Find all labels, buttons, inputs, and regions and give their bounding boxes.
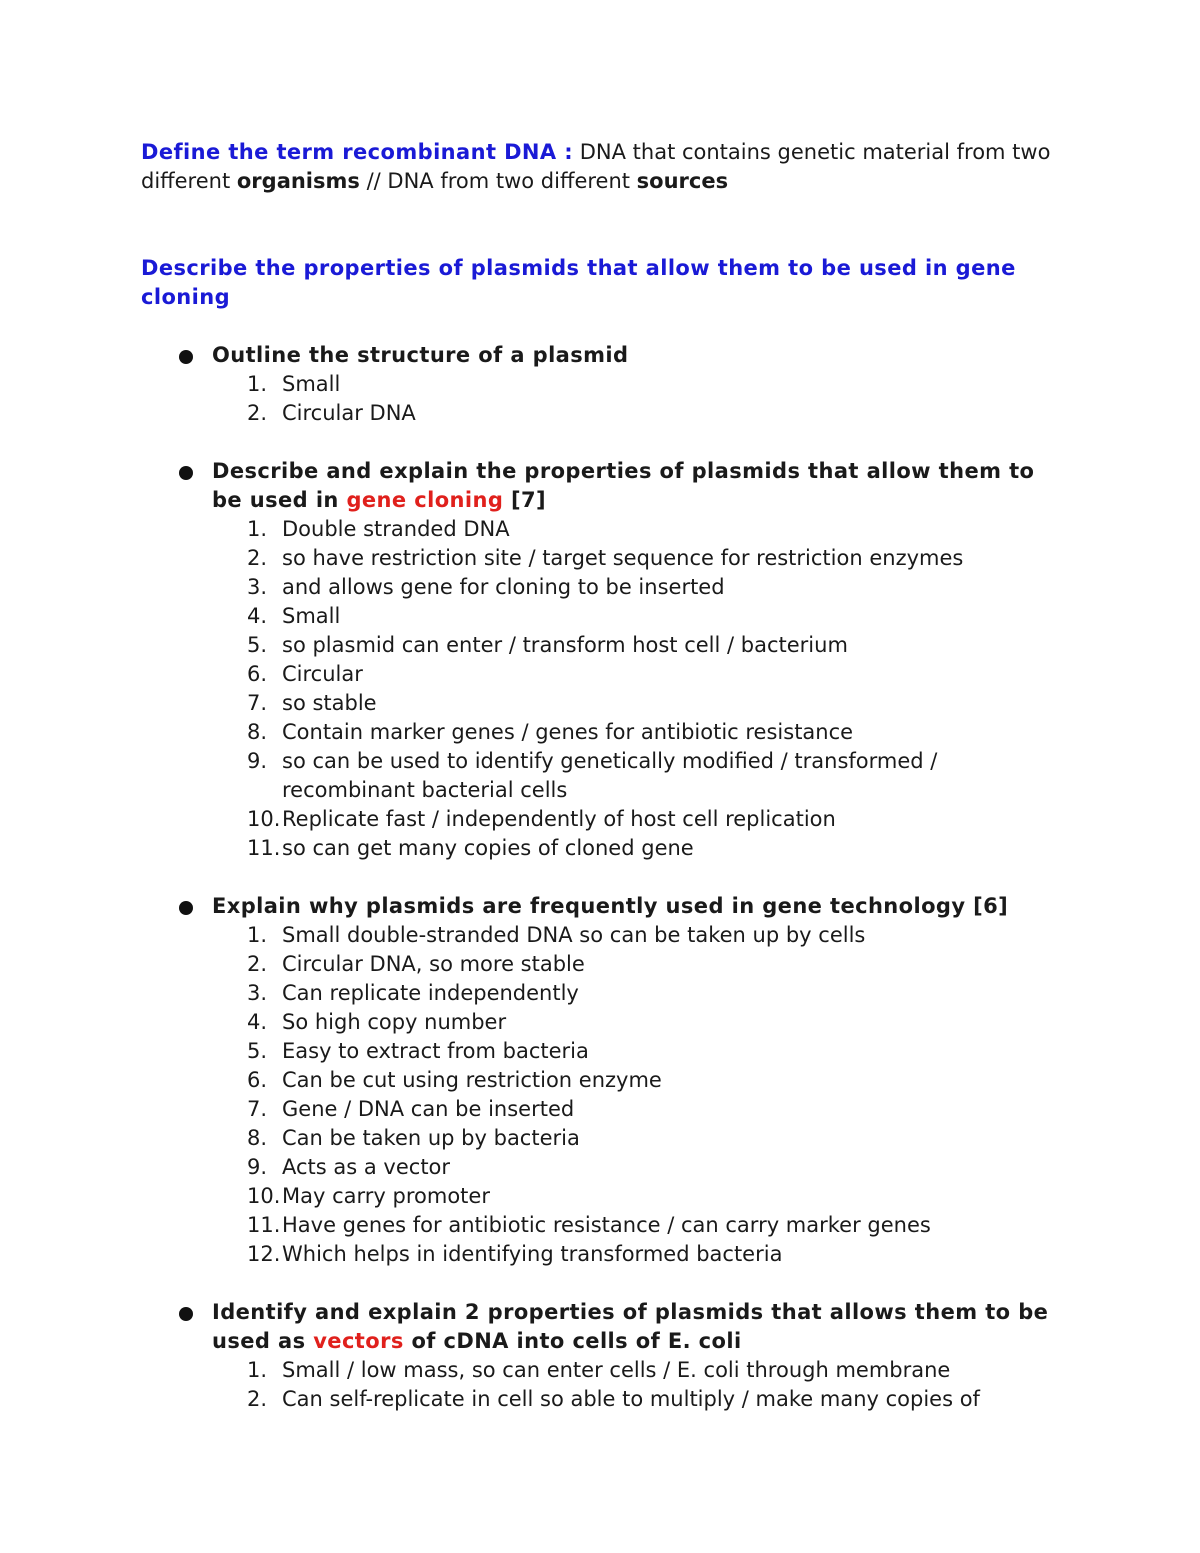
list-number: 10.: [247, 1184, 281, 1208]
list-item: [212, 718, 1061, 747]
definition-bold-organisms: organisms: [236, 169, 360, 193]
list-item-text: Can replicate independently: [282, 981, 579, 1005]
list-item-text: May carry promoter: [282, 1184, 490, 1208]
list-number: 8.: [247, 1126, 268, 1150]
list-item: [212, 979, 1061, 1008]
list-item: [212, 1153, 1061, 1182]
list-item: [212, 660, 1061, 689]
list-number: 4.: [247, 1010, 268, 1034]
list-item-text: Which helps in identifying transformed bacteria: [282, 1242, 783, 1266]
document-page: [141, 138, 1061, 1414]
list-item: [212, 544, 1061, 573]
list-item: [212, 1066, 1061, 1095]
list-number: 5.: [247, 1039, 268, 1063]
section-heading: Describe and explain the properties of plasmids that allow them to be used in gene cloning [7]: [212, 459, 1035, 512]
list-item: [212, 689, 1061, 718]
list-item-text: Gene / DNA can be inserted: [282, 1097, 575, 1121]
list-item: [212, 747, 1061, 805]
list-item: [212, 1037, 1061, 1066]
section-vectors: [141, 1298, 1061, 1414]
definition-label: Define the term recombinant DNA :: [141, 140, 574, 164]
question-heading: Describe the properties of plasmids that allow them to be used in gene cloning: [141, 256, 1016, 309]
list-item: [212, 1356, 1061, 1385]
bullet-icon: [179, 350, 193, 364]
list-item-text: Can be taken up by bacteria: [282, 1126, 580, 1150]
list-item-text: Circular DNA: [282, 401, 416, 425]
section-properties: [141, 457, 1061, 863]
list-number: 6.: [247, 1068, 268, 1092]
list-item: [212, 573, 1061, 602]
section-heading: Outline the structure of a plasmid: [212, 343, 629, 367]
list-item-text: Easy to extract from bacteria: [282, 1039, 589, 1063]
list-number: 10.: [247, 807, 281, 831]
list-item-text: so have restriction site / target sequence for restriction enzymes: [282, 546, 964, 570]
definition-bold-sources: sources: [636, 169, 729, 193]
list-item-text: Replicate fast / independently of host cell replication: [282, 807, 836, 831]
list-item: [212, 1385, 1061, 1414]
section-heading: Explain why plasmids are frequently used in gene technology [6]: [212, 894, 1009, 918]
bullet-icon: [179, 466, 193, 480]
list-item-text: Small double-stranded DNA so can be taken up by cells: [282, 923, 866, 947]
numbered-list: [212, 515, 1061, 863]
list-item-text: Small: [282, 604, 341, 628]
list-number: 11.: [247, 836, 281, 860]
list-item-text: Contain marker genes / genes for antibiotic resistance: [282, 720, 854, 744]
list-item-text: So high copy number: [282, 1010, 507, 1034]
list-item: [212, 1008, 1061, 1037]
list-item: [212, 950, 1061, 979]
list-number: 1.: [247, 923, 268, 947]
list-item: [212, 370, 1061, 399]
list-number: 2.: [247, 1387, 268, 1411]
list-item: [212, 515, 1061, 544]
list-item-text: so can be used to identify genetically modified / transformed / recombinant bacterial cells: [282, 749, 938, 802]
highlight-vectors: vectors: [313, 1329, 404, 1353]
list-item: [212, 631, 1061, 660]
numbered-list: [212, 1356, 1061, 1414]
list-item: [212, 834, 1061, 863]
list-item-text: Can be cut using restriction enzyme: [282, 1068, 662, 1092]
section-technology: [141, 892, 1061, 1269]
list-number: 11.: [247, 1213, 281, 1237]
list-number: 9.: [247, 1155, 268, 1179]
list-item-text: Circular: [282, 662, 363, 686]
definition-text-2: // DNA from two different: [359, 169, 637, 193]
list-item: [212, 602, 1061, 631]
list-number: 2.: [247, 401, 268, 425]
definition-text-1: DNA that contains genetic material from two different: [141, 140, 1051, 193]
list-item-text: so stable: [282, 691, 377, 715]
list-item: [212, 921, 1061, 950]
list-item: [212, 1211, 1061, 1240]
list-item-text: Circular DNA, so more stable: [282, 952, 585, 976]
list-item-text: Small / low mass, so can enter cells / E. coli through membrane: [282, 1358, 951, 1382]
list-item: [212, 1095, 1061, 1124]
section-heading: Identify and explain 2 properties of plasmids that allows them to be used as vectors of cDNA into cells of E. coli: [212, 1300, 1049, 1353]
list-number: 2.: [247, 546, 268, 570]
bullet-icon: [179, 1307, 193, 1321]
list-number: 12.: [247, 1242, 281, 1266]
list-number: 7.: [247, 1097, 268, 1121]
list-item-text: so plasmid can enter / transform host cell / bacterium: [282, 633, 848, 657]
list-item-text: Small: [282, 372, 341, 396]
list-number: 6.: [247, 662, 268, 686]
list-item: [212, 1124, 1061, 1153]
bullet-icon: [179, 901, 193, 915]
list-item: [212, 1182, 1061, 1211]
list-item-text: Have genes for antibiotic resistance / can carry marker genes: [282, 1213, 931, 1237]
list-number: 1.: [247, 1358, 268, 1382]
list-number: 3.: [247, 575, 268, 599]
list-item-text: so can get many copies of cloned gene: [282, 836, 694, 860]
list-number: 8.: [247, 720, 268, 744]
list-number: 5.: [247, 633, 268, 657]
definition-paragraph: [141, 138, 1061, 196]
list-number: 2.: [247, 952, 268, 976]
list-item: [212, 805, 1061, 834]
list-number: 3.: [247, 981, 268, 1005]
list-item-text: and allows gene for cloning to be inserted: [282, 575, 725, 599]
list-item: [212, 1240, 1061, 1269]
list-item-text: Can self-replicate in cell so able to multiply / make many copies of: [282, 1387, 980, 1411]
section-structure: [141, 341, 1061, 428]
numbered-list: [212, 921, 1061, 1269]
list-item-text: Acts as a vector: [282, 1155, 451, 1179]
list-number: 4.: [247, 604, 268, 628]
list-number: 9.: [247, 749, 268, 773]
list-number: 1.: [247, 517, 268, 541]
highlight-gene-cloning: gene cloning: [346, 488, 504, 512]
numbered-list: [212, 370, 1061, 428]
list-number: 1.: [247, 372, 268, 396]
list-item: [212, 399, 1061, 428]
list-item-text: Double stranded DNA: [282, 517, 510, 541]
list-number: 7.: [247, 691, 268, 715]
